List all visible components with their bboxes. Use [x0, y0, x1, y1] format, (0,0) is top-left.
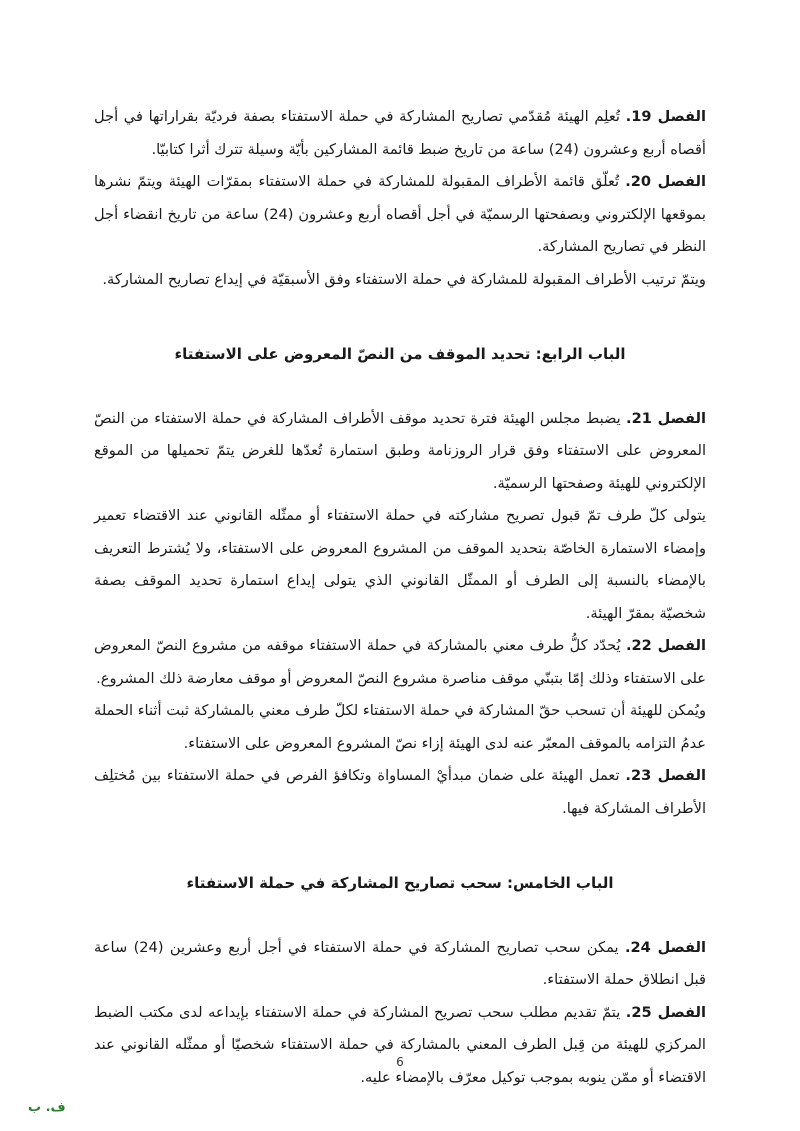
article-text: يُحدّد كلُّ طرف معني بالمشاركة في حملة الاستفتاء موقفه من مشروع النصّ المعروض على الاستفتاء وذلك إمّا بتبنّي موقف مناصرة مشروع النصّ المعروض أو موقف معارضة ذلك المشروع.: [94, 637, 706, 687]
chapter-5-heading: الباب الخامس: سحب تصاريح المشاركة في حملة الاستفتاء: [186, 874, 614, 892]
article-label: الفصل 19.: [625, 108, 706, 125]
article-label: الفصل 23.: [625, 767, 707, 784]
article-label: الفصل 25.: [625, 1003, 706, 1021]
handwritten-initials: ف. ب: [28, 1100, 66, 1115]
article-20: [94, 166, 706, 264]
article-22-continuation: [94, 695, 706, 760]
article-23: [94, 760, 706, 825]
article-21-continuation: [94, 500, 706, 630]
article-label: الفصل 21.: [626, 409, 707, 427]
article-text: يمكن سحب تصاريح المشاركة في حملة الاستفتاء في أجل أربع وعشرين (24) ساعة قبل انطلاق حملة الاستفتاء.: [94, 938, 706, 988]
article-text: تُعلّق قائمة الأطراف المقبولة للمشاركة في حملة الاستفتاء بمقرّات الهيئة ويتمّ نشرها بموقعها الإلكتروني وبصفحتها الرسميّة في أجل أقصاه أربع وعشرون (24) ساعة من تاريخ انقضاء أجل النظر في تصاريح المشاركة.: [94, 173, 706, 255]
article-text: تُعلِم الهيئة مُقدّمي تصاريح المشاركة في حملة الاستفتاء بصفة فرديّة بقراراتها في أجل أقصاه أربع وعشرون (24) ساعة من تاريخ ضبط قائمة المشاركين بأيّة وسيلة تترك أثرا كتابيّا.: [94, 108, 706, 158]
article-label: الفصل 22.: [625, 637, 706, 654]
page-number: 6: [396, 1055, 404, 1069]
article-text: يتمّ تقديم مطلب سحب تصريح المشاركة في حملة الاستفتاء بإيداعه لدى مكتب الضبط المركزي للهيئة من قِبل الطرف المعني بالمشاركة في حملة الاستفتاء شخصيّا أو ممثّله القانوني عند الاقتضاء أو ممّن ينوبه بموجب توكيل معرّف بالإمضاء عليه.: [94, 1003, 706, 1086]
article-21: [94, 403, 706, 501]
article-22: [94, 630, 706, 695]
article-label: الفصل 20.: [625, 173, 707, 190]
article-label: الفصل 24.: [624, 938, 706, 956]
chapter-4-heading: الباب الرابع: تحديد الموقف من النصّ المعروض على الاستفتاء: [174, 345, 626, 363]
paragraph-text: ويُمكن للهيئة أن تسحب حقّ المشاركة في حملة الاستفتاء لكلّ طرف معني بالمشاركة ثبت أثناء الحملة عدمُ التزامه بالموقف المعبّر عنه لدى الهيئة إزاء نصّ المشروع المعروض على الاستفتاء.: [94, 702, 706, 752]
article-text: تعمل الهيئة على ضمان مبدأيْ المساواة وتكافؤ الفرص في حملة الاستفتاء بين مُختلِف الأطراف المشاركة فيها.: [94, 767, 706, 817]
paragraph-text: يتولى كلّ طرف تمّ قبول تصريح مشاركته في حملة الاستفتاء أو ممثّله القانوني عند الاقتضاء تعمير وإمضاء الاستمارة الخاصّة بتحديد الموقف من المشروع المعروض على الاستفتاء، ولا يُشترط التعريف بالإمضاء بالنسبة إلى الطرف أو الممثّل القانوني الذي يتولى إيداع استمارة تحديد الموقف بصفة شخصيّة بمقرّ الهيئة.: [94, 507, 706, 622]
paragraph-text: ويتمّ ترتيب الأطراف المقبولة للمشاركة في حملة الاستفتاء وفق الأسبقيّة في إيداع تصاريح المشاركة.: [102, 270, 706, 288]
article-20-continuation: [94, 264, 706, 297]
article-19: [94, 101, 706, 166]
article-text: يضبط مجلس الهيئة فترة تحديد موقف الأطراف المشاركة في حملة الاستفتاء من النصّ المعروض على الاستفتاء وفق قرار الروزنامة وطبق استمارة تُعدّها للغرض يتمّ تحميلها من الموقع الإلكتروني للهيئة وصفحتها الرسميّة.: [94, 409, 706, 492]
article-25: [94, 997, 706, 1095]
article-24: [94, 932, 706, 997]
document-body: [94, 101, 706, 1094]
